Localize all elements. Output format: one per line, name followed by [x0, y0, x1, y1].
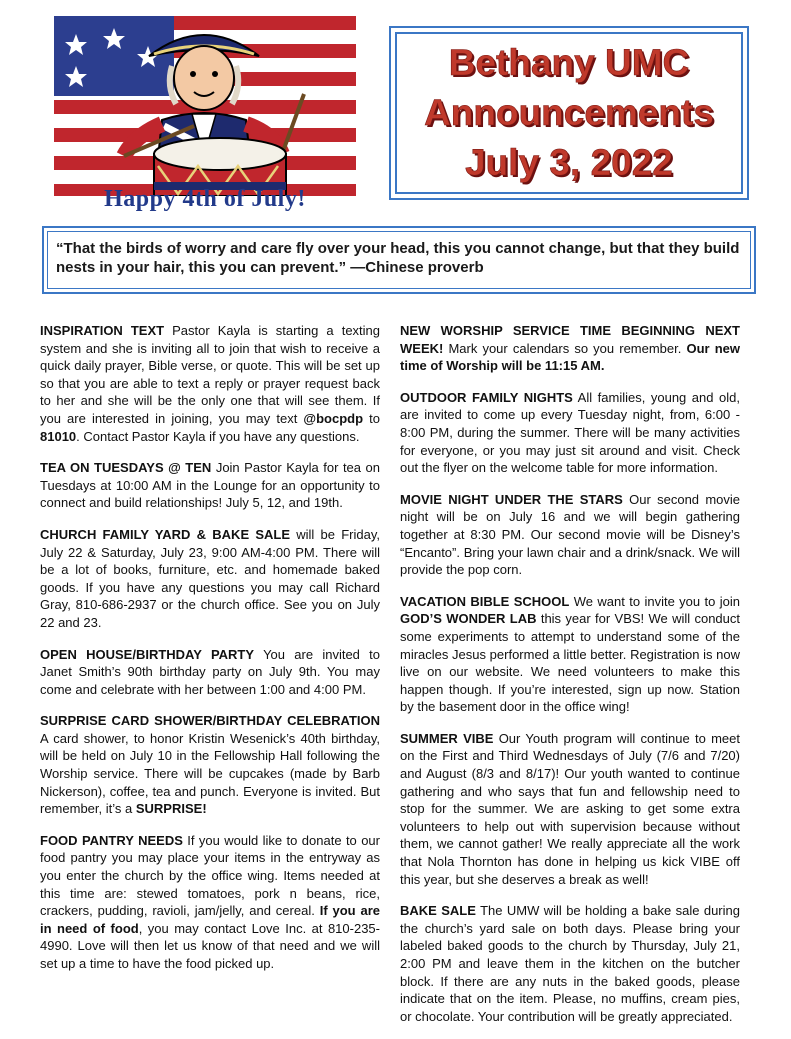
right-column — [400, 322, 740, 1039]
open-house-body: You are invited to Janet Smith’s 90th birthday party on July 9th. You may come and celebrate with her between 1:00 and 4:00 PM. — [40, 646, 380, 697]
bake-sale-body: The UMW will be holding a bake sale during the church’s yard sale on both days. Please bring your labeled baked goods to the church by Thursday, July 21, 2:00 PM and leave them in the kitchen on the butcher block. If there are any nuts in the baked goods, please indicate that on the item. Please, no muffins, cream pies, or chocolate. Your contribution will be greatly appreciated. — [400, 903, 740, 1024]
announcement-worship-time — [400, 322, 740, 375]
announcement-inspiration — [40, 322, 380, 445]
announcement-summer-vibe — [400, 730, 740, 888]
title-inner-frame — [395, 32, 743, 194]
announcement-yard-sale — [40, 526, 380, 632]
announcement-family-nights — [400, 389, 740, 477]
summer-vibe-body: Our Youth program will continue to meet on the First and Third Wednesdays of July (7/6 and 7/20) and August (8/3 and 8/17)! Our youth wanted to continue gathering and who says that fun and fellowship need to stop for the summer. We are asking to get some extra volunteers to help out with supervision because without them, we cannot gather! We really appreciate all the work that Nola Thornton has done in helping us kick VIBE off this year, but she deserves a break as well! — [400, 730, 740, 887]
heading-surprise: SURPRISE CARD SHOWER/BIRTHDAY CELEBRATION — [40, 713, 380, 729]
inspiration-code: @bocpdp — [303, 410, 364, 426]
title-announcements: Announcements — [424, 92, 714, 133]
vbs-emphasis: GOD’S WONDER LAB — [400, 611, 537, 627]
announcement-bake-sale — [400, 902, 740, 1025]
quote-frame — [42, 226, 756, 294]
food-pantry-text-1: If you would like to donate to our food pantry you may place your items in the entryway as you enter the church by the office wing. Items needed at this time are: stewed tomatoes, pork n beans, rice, crackers, pudding, ravioli, jam/jelly, and cereal. — [40, 832, 380, 919]
quote-attribution: —Chinese proverb — [346, 259, 484, 276]
family-nights-body: All families, young and old, are invited to come up every Tuesday night, from, 6:00 - 8:00 PM, during the summer. There will be many activities for everyone, or you may just sit around and visit. Check out the flyer on the welcome table for more information. — [400, 389, 740, 476]
quote-text-block — [47, 231, 751, 289]
inspiration-text-2: to — [363, 410, 380, 426]
title-frame — [389, 26, 749, 200]
heading-food-pantry: FOOD PANTRY NEEDS — [40, 832, 183, 848]
heading-summer-vibe: SUMMER VIBE — [400, 730, 494, 746]
tea-body: Join Pastor Kayla for tea on Tuesdays at 10:00 AM in the Lounge for an opportunity to connect and build relationships! July 5, 12, and 19th. — [40, 460, 380, 511]
announcement-vbs — [400, 593, 740, 716]
food-pantry-emphasis: If you are in need of food — [40, 903, 381, 936]
heading-movie-night: MOVIE NIGHT UNDER THE STARS — [400, 491, 623, 507]
announcement-open-house — [40, 646, 380, 699]
announcement-surprise — [40, 712, 380, 818]
announcement-movie-night — [400, 491, 740, 579]
happy-4th-caption: Happy 4th of July! — [104, 186, 306, 212]
worship-time-emphasis: Our new time of Worship will be 11:15 AM. — [400, 340, 740, 374]
yard-sale-body: will be Friday, July 22 & Saturday, July 23, 9:00 AM-4:00 PM. There will be a lot of books, furniture, etc. and homemade baked goods. If you have any questions you may call Richard Gray, 810-686-2937 or the church office. See you on July 22 and 23. — [40, 526, 380, 630]
food-pantry-text-2: , you may contact Love Inc. at 810-235-4990. Love will then let us know of that need and we will set up a time to have the food picked up. — [40, 920, 380, 971]
left-column — [40, 322, 380, 987]
inspiration-text-3: . Contact Pastor Kayla if you have any questions. — [76, 428, 360, 444]
title-church-name: Bethany UMC — [448, 42, 690, 83]
heading-bake-sale: BAKE SALE — [400, 903, 476, 919]
surprise-body: A card shower, to honor Kristin Wesenick’s 40th birthday, will be held on July 10 in the Fellowship Hall following the Worship service. There will be cupcakes (made by Barb Nickerson), coffee, tea and punch. Everyone is invited. But remember, it’s a — [40, 730, 380, 817]
announcement-food-pantry — [40, 832, 380, 973]
heading-open-house: OPEN HOUSE/BIRTHDAY PARTY — [40, 646, 255, 662]
heading-vbs: VACATION BIBLE SCHOOL — [400, 593, 570, 609]
vbs-text-2: this year for VBS! We will conduct some experiments to attempt to understand some of the miracles Jesus performed a little better. Registration is now live on our website. We need volunteers to make this happen though. If you’re interested, sign up now. Station by the basement door in the office wing! — [400, 611, 740, 715]
inspiration-number: 81010 — [40, 428, 77, 444]
inspiration-text-1: Pastor Kayla is starting a texting system and she is inviting all to join that wish to receive a quick daily prayer, Bible verse, or quote. This will be set up so that you are able to text a reply or prayer request back to her and she will be the only one that will see them. If you are interested in joining, you may text — [40, 323, 381, 426]
heading-tea: TEA ON TUESDAYS @ TEN — [40, 460, 212, 476]
announcement-tea — [40, 459, 380, 512]
surprise-emphasis: SURPRISE! — [135, 801, 207, 817]
vbs-text-1: We want to invite you to join — [569, 593, 740, 609]
heading-inspiration: INSPIRATION TEXT — [40, 323, 165, 338]
heading-yard-sale: CHURCH FAMILY YARD & BAKE SALE — [40, 526, 291, 542]
worship-time-text: Mark your calendars so you remember. — [443, 340, 687, 356]
heading-worship-time: NEW WORSHIP SERVICE TIME BEGINNING NEXT WEEK! — [400, 323, 740, 356]
movie-night-body: Our second movie night will be on July 16 and we will begin gathering together at 8:30 PM. Our second movie will be Disney’s “Encanto”. Bring your lawn chair and a drink/snack. We will provide the pop corn. — [400, 491, 740, 578]
quote-text: “That the birds of worry and care fly over your head, this you cannot change, but that they build nests in your hair, this you can prevent.” — [56, 240, 740, 276]
heading-family-nights: OUTDOOR FAMILY NIGHTS — [400, 389, 573, 405]
title-date: July 3, 2022 — [465, 142, 673, 183]
